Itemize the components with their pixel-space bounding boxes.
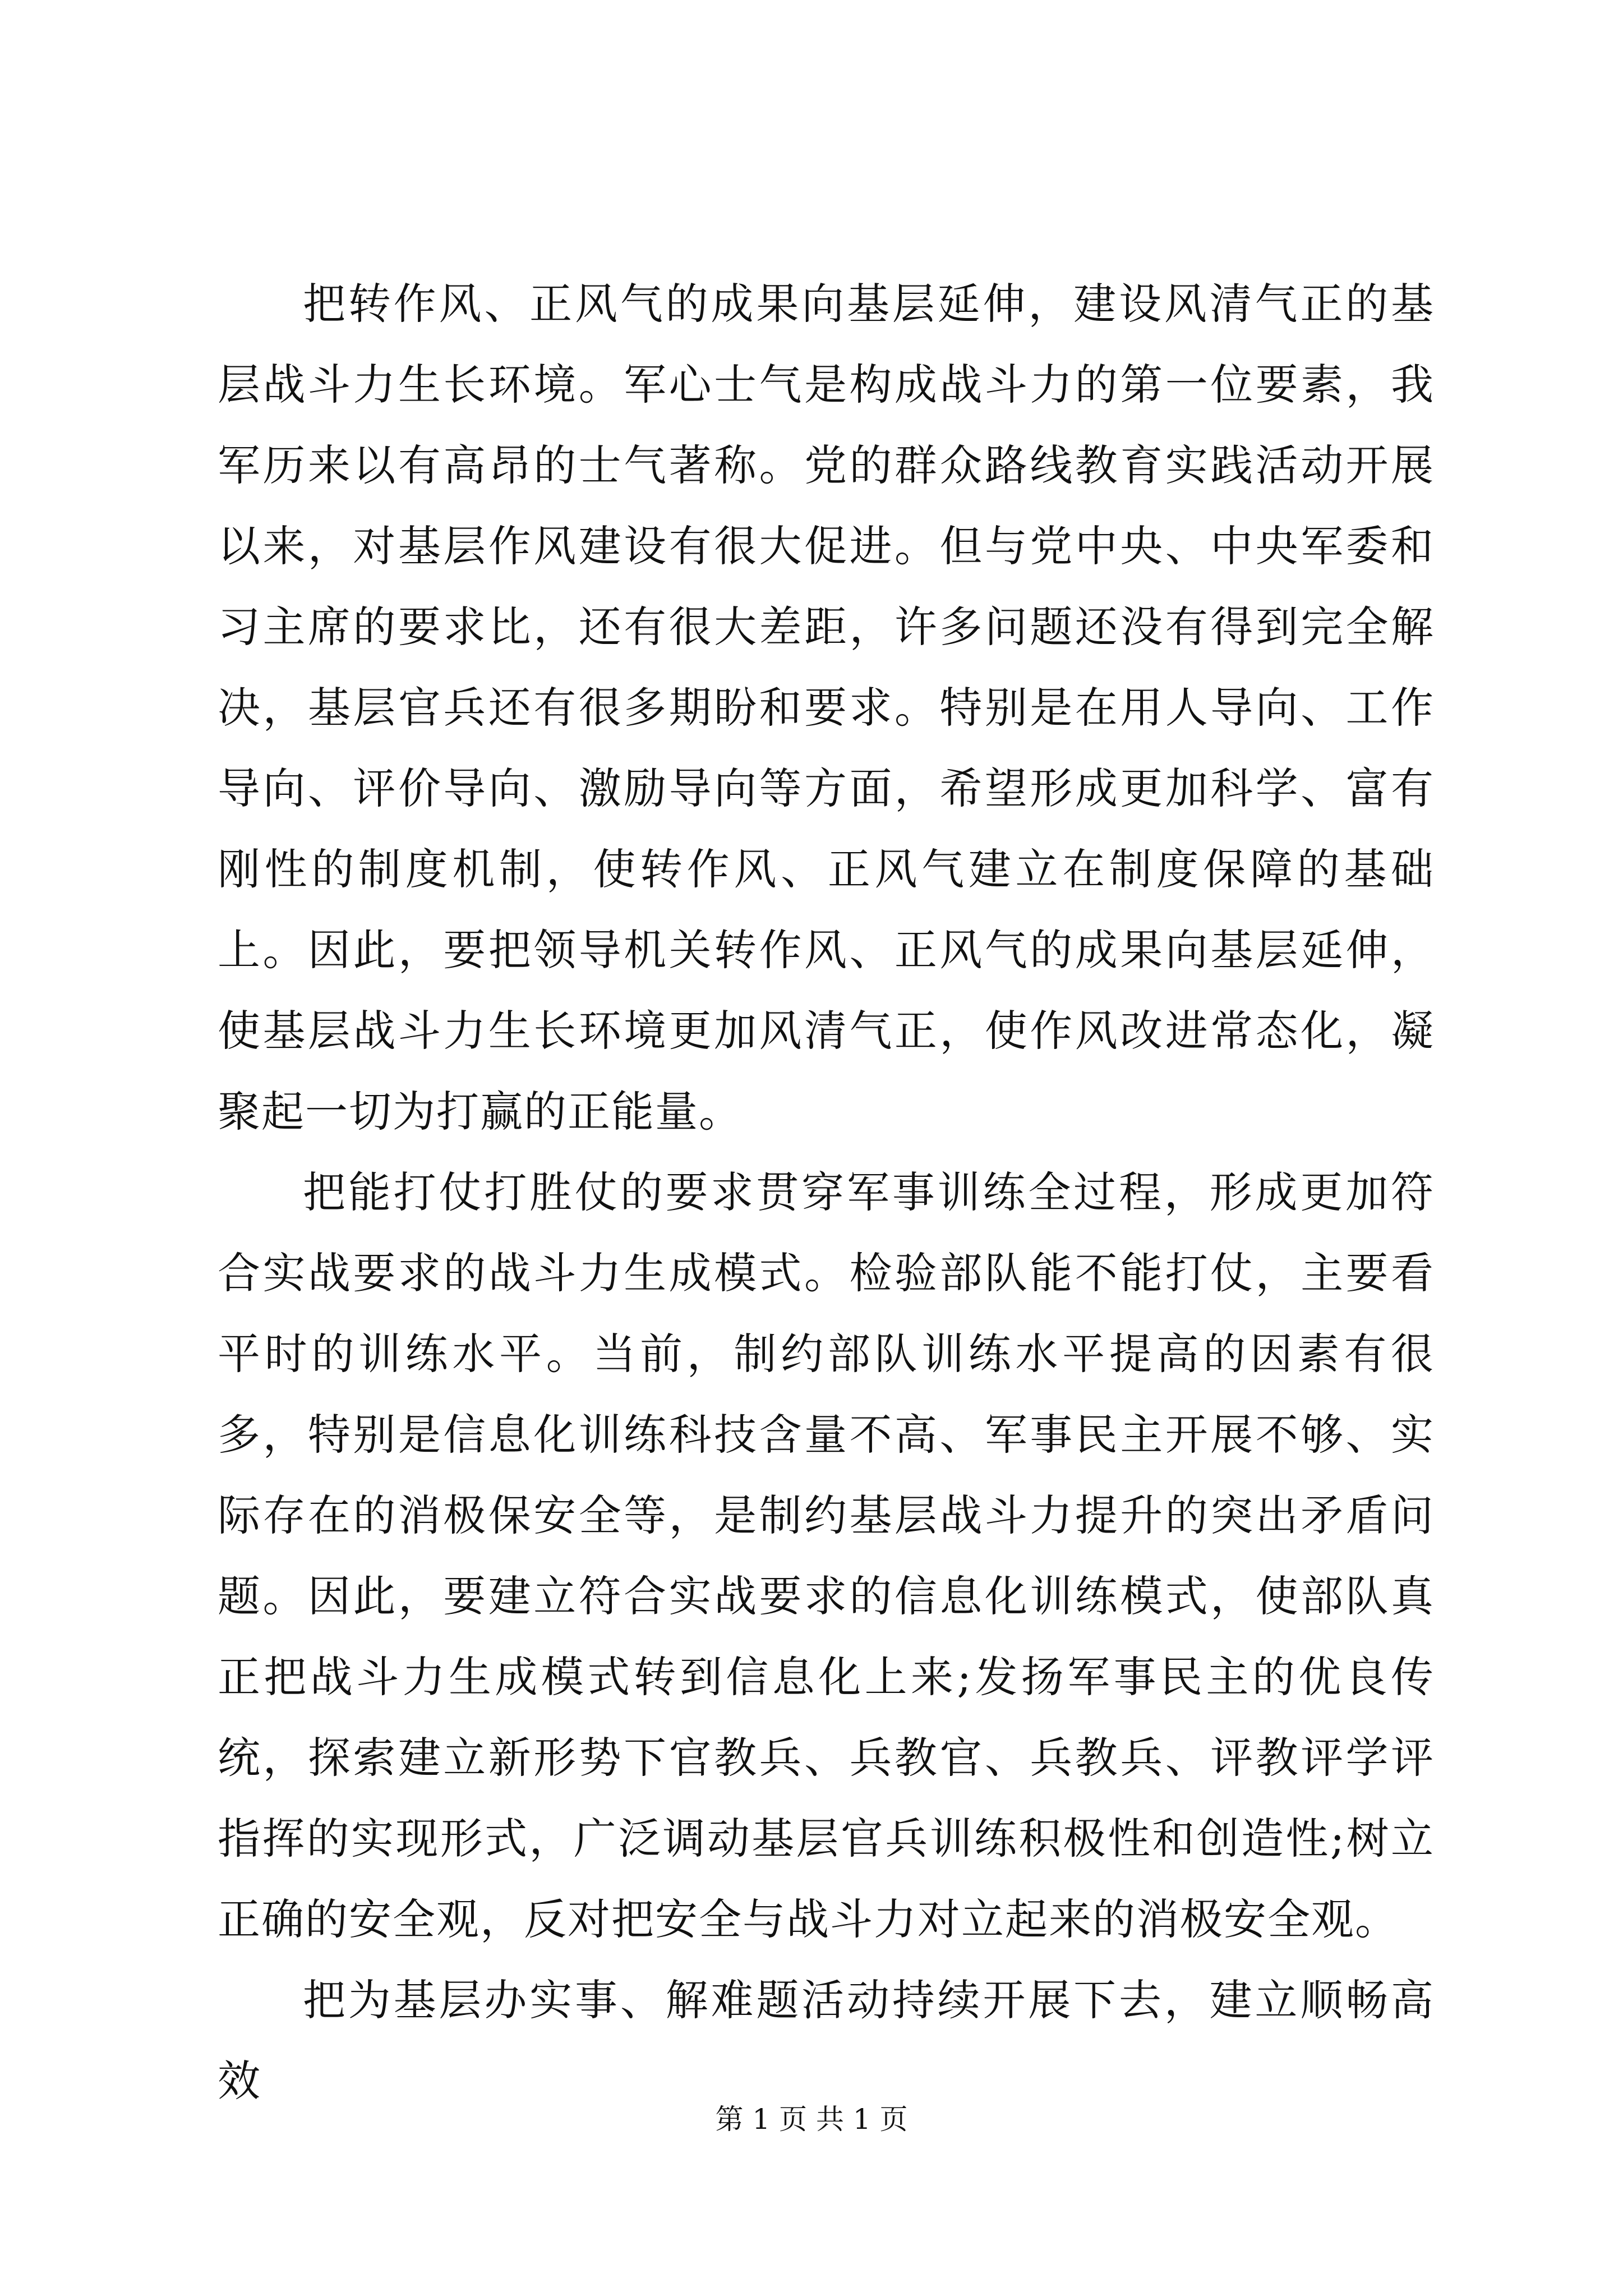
paragraph-1: 把转作风、正风气的成果向基层延伸，建设风清气正的基层战斗力生长环境。军心士气是构成战斗力的第一位要素，我军历来以有高昂的士气著称。党的群众路线教育实践活动开展以来，对基层作风建设有很大促进。但与党中央、中央军委和习主席的要求比，还有很大差距，许多问题还没有得到完全解决，基层官兵还有很多期盼和要求。特别是在用人导向、工作导向、评价导向、激励导向等方面，希望形成更加科学、富有刚性的制度机制，使转作风、正风气建立在制度保障的基础上。因此，要把领导机关转作风、正风气的成果向基层延伸，使基层战斗力生长环境更加风清气正，使作风改进常态化，凝聚起一切为打赢的正能量。 bbox=[218, 279, 1435, 1137]
page-number-footer: 第 1 页 共 1 页 bbox=[715, 2103, 908, 2136]
paragraph-2: 把能打仗打胜仗的要求贯穿军事训练全过程，形成更加符合实战要求的战斗力生成模式。检验部队能不能打仗，主要看平时的训练水平。当前，制约部队训练水平提高的因素有很多，特别是信息化训练科技含量不高、军事民主开展不够、实际存在的消极保安全等，是制约基层战斗力提升的突出矛盾问题。因此，要建立符合实战要求的信息化训练模式，使部队真正把战斗力生成模式转到信息化上来;发扬军事民主的优良传统，探索建立新形势下官教兵、兵教官、兵教兵、评教评学评指挥的实现形式，广泛调动基层官兵训练积极性和创造性;树立正确的安全观，反对把安全与战斗力对立起来的消极安全观。 bbox=[218, 1167, 1435, 1944]
paragraph-3: 把为基层办实事、解难题活动持续开展下去，建立顺畅高效 bbox=[218, 1975, 1435, 2106]
document-body bbox=[218, 264, 1435, 2122]
